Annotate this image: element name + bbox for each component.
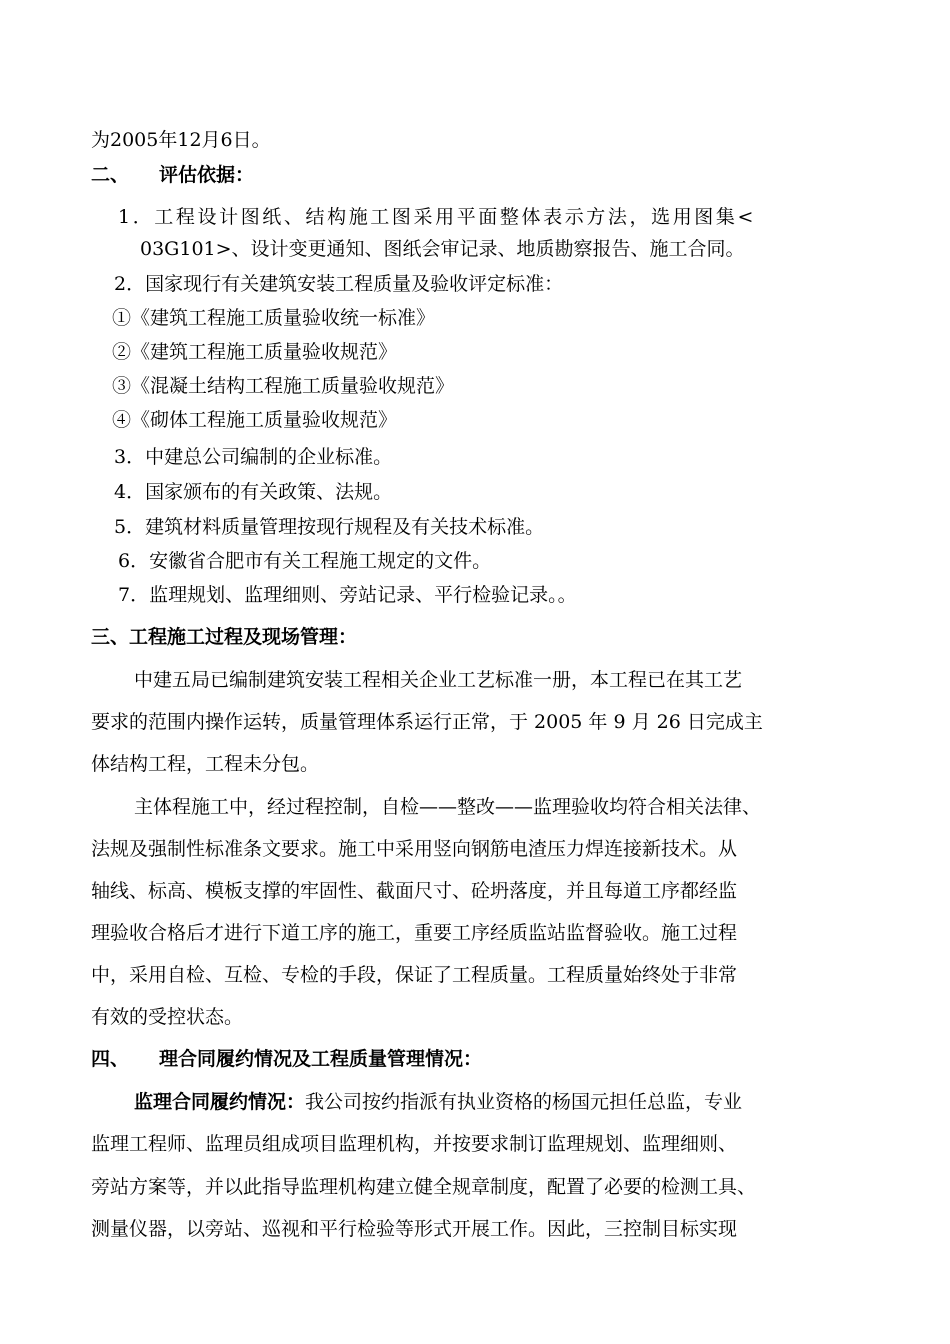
standard-3: ③《混凝土结构工程施工质量验收规范》 bbox=[112, 375, 455, 397]
paragraph-line: 旁站方案等，并以此指导监理机构建立健全规章制度，配置了必要的检测工具、 bbox=[91, 1176, 757, 1198]
basis-item-1-line-2: 03G101>、设计变更通知、图纸会审记录、地质勘察报告、施工合同。 bbox=[140, 238, 745, 260]
paragraph-line: 要求的范围内操作运转，质量管理体系运行正常，于 2005 年 9 月 26 日完成主 bbox=[91, 711, 763, 733]
inline-text: 我公司按约指派有执业资格的杨国元担任总监，专业 bbox=[305, 1091, 743, 1113]
standard-1: ①《建筑工程施工质量验收统一标准》 bbox=[112, 307, 436, 329]
paragraph-line: 测量仪器，以旁站、巡视和平行检验等形式开展工作。因此，三控制目标实现 bbox=[91, 1218, 738, 1240]
paragraph-line: 监理工程师、监理员组成项目监理机构，并按要求制订监理规划、监理细则、 bbox=[91, 1133, 738, 1155]
section-title: 评估依据： bbox=[159, 164, 255, 186]
section-heading-4 bbox=[91, 1047, 482, 1071]
section-heading-2 bbox=[91, 163, 254, 187]
paragraph-line: 法规及强制性标准条文要求。施工中采用竖向钢筋电渣压力焊连接新技术。从 bbox=[91, 838, 738, 860]
paragraph-line: 中，采用自检、互检、专检的手段，保证了工程质量。工程质量始终处于非常 bbox=[91, 964, 738, 986]
section-title: 理合同履约情况及工程质量管理情况： bbox=[159, 1048, 483, 1070]
basis-item-3: 3．中建总公司编制的企业标准。 bbox=[114, 446, 393, 468]
paragraph-line: 体结构工程，工程未分包。 bbox=[91, 753, 320, 775]
paragraph-line: 中建五局已编制建筑安装工程相关企业工艺标准一册，本工程已在其工艺 bbox=[134, 669, 743, 691]
basis-item-5: 5．建筑材料质量管理按现行规程及有关技术标准。 bbox=[114, 516, 545, 538]
inline-label: 监理合同履约情况： bbox=[134, 1091, 306, 1113]
standard-4: ④《砌体工程施工质量验收规范》 bbox=[112, 409, 398, 431]
section-heading-3: 三、工程施工过程及现场管理： bbox=[91, 626, 358, 648]
basis-item-6: 6．安徽省合肥市有关工程施工规定的文件。 bbox=[118, 550, 492, 572]
paragraph-line: 主体程施工中，经过程控制，自检——整改——监理验收均符合相关法律、 bbox=[134, 796, 762, 818]
paragraph-line bbox=[134, 1090, 742, 1114]
standard-2: ②《建筑工程施工质量验收规范》 bbox=[112, 341, 398, 363]
basis-item-4: 4．国家颁布的有关政策、法规。 bbox=[114, 481, 393, 503]
section-number: 四、 bbox=[91, 1048, 130, 1070]
basis-item-7: 7．监理规划、监理细则、旁站记录、平行检验记录。。 bbox=[118, 584, 577, 606]
paragraph-line: 有效的受控状态。 bbox=[91, 1006, 244, 1028]
basis-item-1-line-1: 1．工程设计图纸、结构施工图采用平面整体表示方法，选用图集< bbox=[118, 206, 757, 228]
basis-item-2: 2．国家现行有关建筑安装工程质量及验收评定标准： bbox=[114, 273, 564, 295]
intro-line: 为2005年12月6日。 bbox=[91, 129, 271, 151]
section-number: 二、 bbox=[91, 164, 130, 186]
paragraph-line: 轴线、标高、模板支撑的牢固性、截面尺寸、砼坍落度，并且每道工序都经监 bbox=[91, 880, 738, 902]
paragraph-line: 理验收合格后才进行下道工序的施工，重要工序经质监站监督验收。施工过程 bbox=[91, 922, 738, 944]
